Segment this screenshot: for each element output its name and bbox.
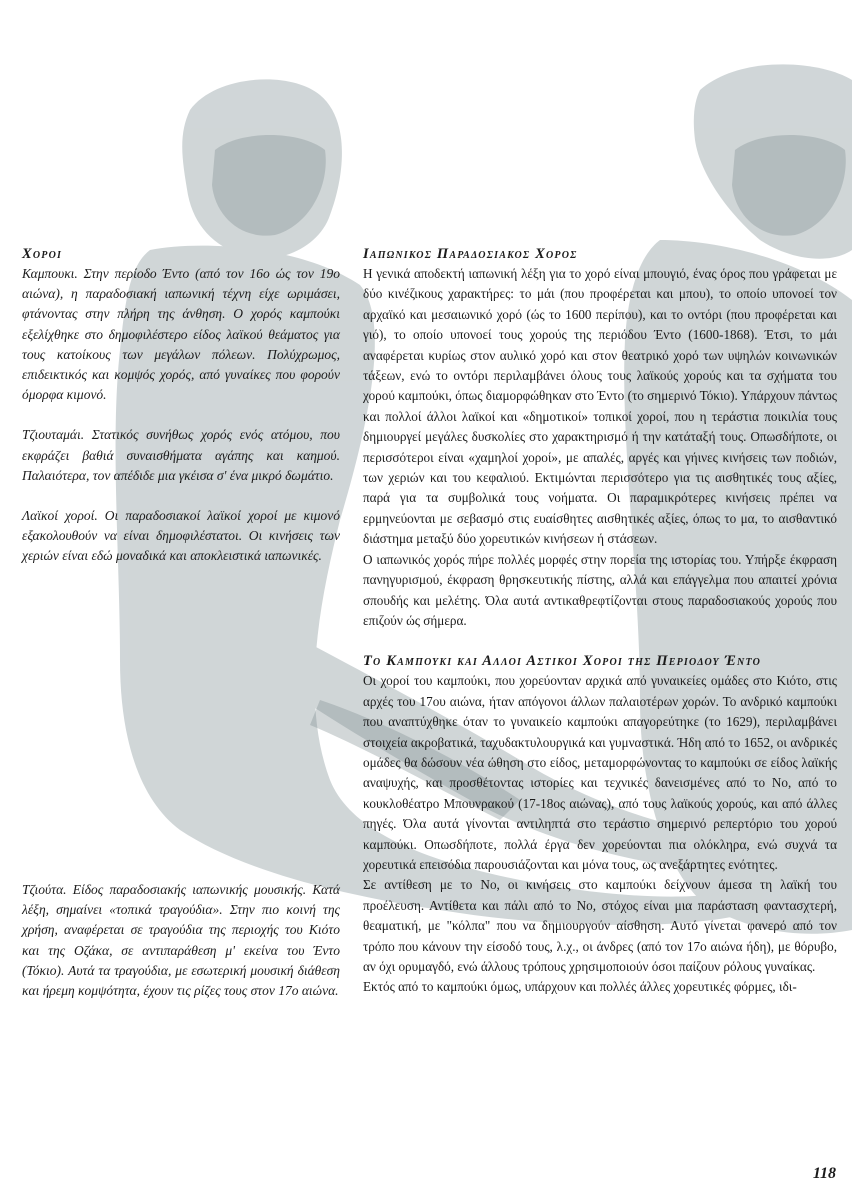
entry-folk-dances: Λαϊκοί χοροί. Οι παραδοσιακοί λαϊκοί χοροί με κιμονό εξακολουθούν να είναι δημοφιλέστατοι. Οι κινήσεις των χεριών είναι εδώ μοναδικά και αποκλειστικά ιαπωνικές.: [22, 508, 340, 564]
left-heading: Χοροι: [22, 246, 63, 262]
section2-paragraph: Εκτός από το καμπούκι όμως, υπάρχουν και πολλές άλλες χορευτικές φόρμες, ιδι-: [363, 979, 797, 995]
entry-jiutamai: Τζιουταμάι. Στατικός συνήθως χορός ενός ατόμου, που εκφράζει βαθιά συναισθήματα αγάπης και καημού. Παλαιότερα, τον απέδιδε μια γκέισα σ' ένα μικρό δωμάτιο.: [22, 427, 340, 483]
entry-kabuki: Καμπουκι. Στην περίοδο Έντο (από τον 16ο ώς τον 19ο αιώνα), η παραδοσιακή ιαπωνική τέχνη είχε ωριμάσει, φτάνοντας στην πλήρη της άνθηση. Ο χορός καμπούκι εξελίχθηκε στο δημοφιλέστερο είδος λαϊκού θεάματος για τους κατοίκους των μεγάλων πόλεων. Πολύχρωμος, επιδεικτικός και κομψός χορός, από γυναίκες που φορούν όμορφα κιμονό.: [22, 266, 340, 403]
entry-jiuta: Τζιούτα. Είδος παραδοσιακής ιαπωνικής μουσικής. Κατά λέξη, σημαίνει «τοπικά τραγούδια». Στην πιο κοινή της χρήση, αναφέρεται σε τραγούδια της περιοχής του Κιότο και της Οζάκα, σε αντιπαράθεση μ' εκείνα του Έντο (Τόκιο). Αυτά τα τραγούδια, με εσωτερική μουσική διάθεση και ήρεμη κομψότητα, έχουν τις ρίζες τους στον 17ο αιώνα.: [22, 882, 340, 999]
section1-heading: Ιαπωνικος Παραδοσιακος Χορος: [363, 246, 578, 262]
section1-paragraph: Η γενικά αποδεκτή ιαπωνική λέξη για το χορό είναι μπουγιό, ένας όρος που γράφεται με δύο κινέζικους χαρακτήρες: το μάι (που προφέρεται και μπου), το οποίο υπονοεί τον αρχαϊκό και μεσαιωνικό χορό (ώς το 1600 περίπου), και το οντόρι (που προφέρεται και γιό), το οποίο υπονοεί τους χορούς της περιόδου Έντο (1600-1868). Έτσι, το μάι αναφέρεται κυρίως στον αυλικό χορό και στον θεατρικό χορό των υψηλών κοινωνικών τάξεων, ενώ το οντόρι περιλαμβάνει όλους τους λαϊκούς χορούς και τα σχήματα του χορού καμπούκι, όπως διαμορφώθηκαν στο Έντο (το σημερινό Τόκιο). Υπάρχουν πάντως και πολλοί άλλοι λαϊκοί και «δημοτικοί» τοπικοί χοροί, που η τεράστια ποικιλία τους δημιουργεί μεγάλες δυσκολίες στο χαρακτηρισμό ή την κατάταξή τους. Οπωσδήποτε, οι περισσότεροι είναι «χαμηλοί χοροί», με απαλές, αργές και γήινες κινήσεις των ποδιών, των χεριών και του κεφαλιού. Εκτιμώνται περισσότερο για τις αισθητικές τους αξίες, παρά για τα συμβολικά τους νοήματα. Οι παραμικρότερες κινήσεις πρέπει να ερμηνεύονται με σεβασμό στις ευαίσθητες αισθητικές αξίες, όπως το μα, το αισθαντικό διάστημα μεταξύ δύο χορευτικών κινήσεων ή στάσεων.: [363, 266, 837, 547]
left-column-lower: [22, 880, 340, 1021]
section1-paragraph: Ο ιαπωνικός χορός πήρε πολλές μορφές στην πορεία της ιστορίας του. Υπήρξε έκφραση πανηγυρισμού, έκφραση θρησκευτικής πίστης, αλλά και επάγγελμα που απαιτεί χρόνια σπουδής και μελέτης. Όλα αυτά αντικαθρεφτίζονται στους παραδοσιακούς χορούς που επιζούν ώς σήμερα.: [363, 551, 837, 628]
section2-heading: Το Καμπουκι και Αλλοι Αστικοι Χοροι της Περιοδου Έντο: [363, 653, 762, 670]
page-number: 118: [812, 1165, 836, 1182]
left-column: [22, 244, 340, 587]
section2-paragraph: Σε αντίθεση με το Νο, οι κινήσεις στο καμπούκι δείχνουν άμεσα τη λαϊκή του προέλευση. Αντίθετα και πάλι από το Νο, στόχος είναι μια παράσταση φαντασχτερή, θεαματική, με "κόλπα" που να δημιουργούν αίσθηση. Αυτό γίνεται φανερό από τον τρόπο που κάνουν την είσοδό τους, λ.χ., οι άνδρες (από τον 17ο αιώνα ήδη), με θόρυβο, αν όχι ορυμαγδό, ενώ άλλους τρόπους χρησιμοποιούν όσοι παίζουν ρόλους γυναίκας.: [363, 877, 837, 974]
right-column: [363, 244, 837, 998]
section2-paragraph: Οι χοροί του καμπούκι, που χορεύονταν αρχικά από γυναικείες ομάδες στο Κιότο, στις αρχές του 17ου αιώνα, ήταν απόγονοι άλλων παλαιοτέρων χορών. Το ανδρικό καμπούκι που αναπτύχθηκε όταν το γυναικείο καμπούκι απαγορεύτηκε (το 1629), περιλαμβάνει στοιχεία ακροβατικά, ταχυδακτυλουργικά και γυμναστικά. Ήδη από το 1652, οι ανδρικές ομάδες θα δώσουν νέα ώθηση στο είδος, μεταμορφώνοντας το καμπούκι σε είδος λαϊκής αναψυχής, και προσθέτοντας ιστορίες και τεχνικές δανεισμένες από το Νο, από το κουκλοθέατρο Μπουνρακού (17-18ος αιώνας), από τους λαϊκούς χορούς, και από άλλες πηγές. Όλα αυτά γίνονται αντιληπτά στο τεράστιο σημερινό ρεπερτόριο του χορού καμπούκι. Οπωσδήποτε, πολλά έργα δεν χορεύονται πια ολόκληρα, ενώ συχνά τα χορευτικά επεισόδια παρουσιάζονται και μόνα τους, ως ανεξάρτητες ενότητες.: [363, 673, 837, 872]
